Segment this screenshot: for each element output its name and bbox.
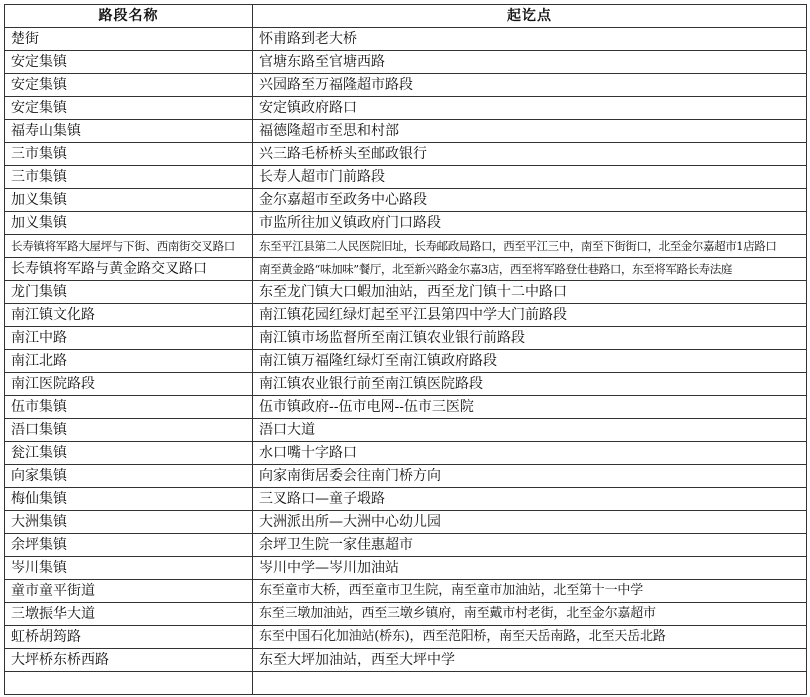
table-row	[5, 304, 807, 327]
start-end-cell: 东至平江县第二人民医院旧址，长寿邮政局路口，西至平江三中，南至下街街口，北至金尔嘉超市1店路口	[253, 235, 807, 258]
table-row	[5, 626, 807, 649]
road-name-cell: 三市集镇	[5, 143, 253, 166]
road-name-cell: 长寿镇将军路与黄金路交叉路口	[5, 258, 253, 281]
table-row	[5, 442, 807, 465]
table-row	[5, 212, 807, 235]
road-name-cell: 南江医院路段	[5, 373, 253, 396]
table-row	[5, 396, 807, 419]
road-name-cell: 伍市集镇	[5, 396, 253, 419]
table-row	[5, 672, 807, 695]
road-name-cell: 龙门集镇	[5, 281, 253, 304]
road-name-cell: 安定集镇	[5, 74, 253, 97]
road-name-cell: 余坪集镇	[5, 534, 253, 557]
road-name-cell: 安定集镇	[5, 51, 253, 74]
table-row	[5, 603, 807, 626]
start-end-cell: 大洲派出所—大洲中心幼儿园	[253, 511, 807, 534]
table-row	[5, 143, 807, 166]
table-row	[5, 51, 807, 74]
start-end-cell: 安定镇政府路口	[253, 97, 807, 120]
table-row	[5, 327, 807, 350]
table-row	[5, 419, 807, 442]
road-name-cell: 大坪桥东桥西路	[5, 649, 253, 672]
road-name-cell: 加义集镇	[5, 189, 253, 212]
start-end-cell: 南江镇万福隆红绿灯至南江镇政府路段	[253, 350, 807, 373]
table-header-row	[5, 5, 807, 28]
table-row	[5, 534, 807, 557]
road-name-cell: 安定集镇	[5, 97, 253, 120]
header-start-end-points: 起讫点	[253, 5, 807, 28]
table-row	[5, 74, 807, 97]
road-name-cell: 浯口集镇	[5, 419, 253, 442]
start-end-cell: 东至童市大桥，西至童市卫生院，南至童市加油站，北至第十一中学	[253, 580, 807, 603]
start-end-cell: 长寿人超市门前路段	[253, 166, 807, 189]
road-name-cell	[5, 672, 253, 695]
road-name-cell: 梅仙集镇	[5, 488, 253, 511]
table-row	[5, 258, 807, 281]
start-end-cell: 金尔嘉超市至政务中心路段	[253, 189, 807, 212]
table-row	[5, 350, 807, 373]
start-end-cell: 三叉路口—童子塅路	[253, 488, 807, 511]
road-name-cell: 童市童平街道	[5, 580, 253, 603]
road-name-cell: 加义集镇	[5, 212, 253, 235]
table-row	[5, 511, 807, 534]
start-end-cell: 水口嘴十字路口	[253, 442, 807, 465]
road-section-table	[4, 4, 807, 695]
start-end-cell: 南江镇农业银行前至南江镇医院路段	[253, 373, 807, 396]
table-row	[5, 281, 807, 304]
start-end-cell: 南江镇市场监督所至南江镇农业银行前路段	[253, 327, 807, 350]
road-name-cell: 福寿山集镇	[5, 120, 253, 143]
road-name-cell: 虹桥胡筠路	[5, 626, 253, 649]
start-end-cell: 东至大坪加油站，西至大坪中学	[253, 649, 807, 672]
start-end-cell: 市监所往加义镇政府门口路段	[253, 212, 807, 235]
start-end-cell: 东至龙门镇大口蝦加油站，西至龙门镇十二中路口	[253, 281, 807, 304]
start-end-cell	[253, 672, 807, 695]
start-end-cell: 怀甫路到老大桥	[253, 28, 807, 51]
table-row	[5, 488, 807, 511]
road-name-cell: 三市集镇	[5, 166, 253, 189]
table-row	[5, 166, 807, 189]
start-end-cell: 南江镇花园红绿灯起至平江县第四中学大门前路段	[253, 304, 807, 327]
road-name-cell: 南江中路	[5, 327, 253, 350]
start-end-cell: 东至三墩加油站，西至三墩乡镇府，南至戴市村老街，北至金尔嘉超市	[253, 603, 807, 626]
table-row	[5, 235, 807, 258]
road-name-cell: 长寿镇将军路大屋坪与下街、西南街交叉路口	[5, 235, 253, 258]
table-row	[5, 465, 807, 488]
start-end-cell: 余坪卫生院一家佳惠超市	[253, 534, 807, 557]
road-name-cell: 三墩振华大道	[5, 603, 253, 626]
start-end-cell: 南至黄金路“味加味”餐厅，北至新兴路金尔嘉3店，西至将军路登仕巷路口，东至将军路长寿法庭	[253, 258, 807, 281]
start-end-cell: 官塘东路至官塘西路	[253, 51, 807, 74]
start-end-cell: 兴三路毛桥桥头至邮政银行	[253, 143, 807, 166]
start-end-cell: 伍市镇政府--伍市电网--伍市三医院	[253, 396, 807, 419]
table-row	[5, 557, 807, 580]
road-name-cell: 瓮江集镇	[5, 442, 253, 465]
start-end-cell: 福德隆超市至思和村部	[253, 120, 807, 143]
road-name-cell: 楚街	[5, 28, 253, 51]
road-name-cell: 向家集镇	[5, 465, 253, 488]
road-name-cell: 南江北路	[5, 350, 253, 373]
table-row	[5, 580, 807, 603]
start-end-cell: 向家南街居委会往南门桥方向	[253, 465, 807, 488]
road-name-cell: 岑川集镇	[5, 557, 253, 580]
table-row	[5, 97, 807, 120]
start-end-cell: 东至中国石化加油站(桥东)，西至范阳桥，南至天岳南路，北至天岳北路	[253, 626, 807, 649]
header-road-name: 路段名称	[5, 5, 253, 28]
table-row	[5, 373, 807, 396]
table-row	[5, 120, 807, 143]
road-name-cell: 大洲集镇	[5, 511, 253, 534]
road-name-cell: 南江镇文化路	[5, 304, 253, 327]
table-row	[5, 649, 807, 672]
start-end-cell: 浯口大道	[253, 419, 807, 442]
table-row	[5, 28, 807, 51]
start-end-cell: 岑川中学—岑川加油站	[253, 557, 807, 580]
start-end-cell: 兴园路至万福隆超市路段	[253, 74, 807, 97]
table-row	[5, 189, 807, 212]
